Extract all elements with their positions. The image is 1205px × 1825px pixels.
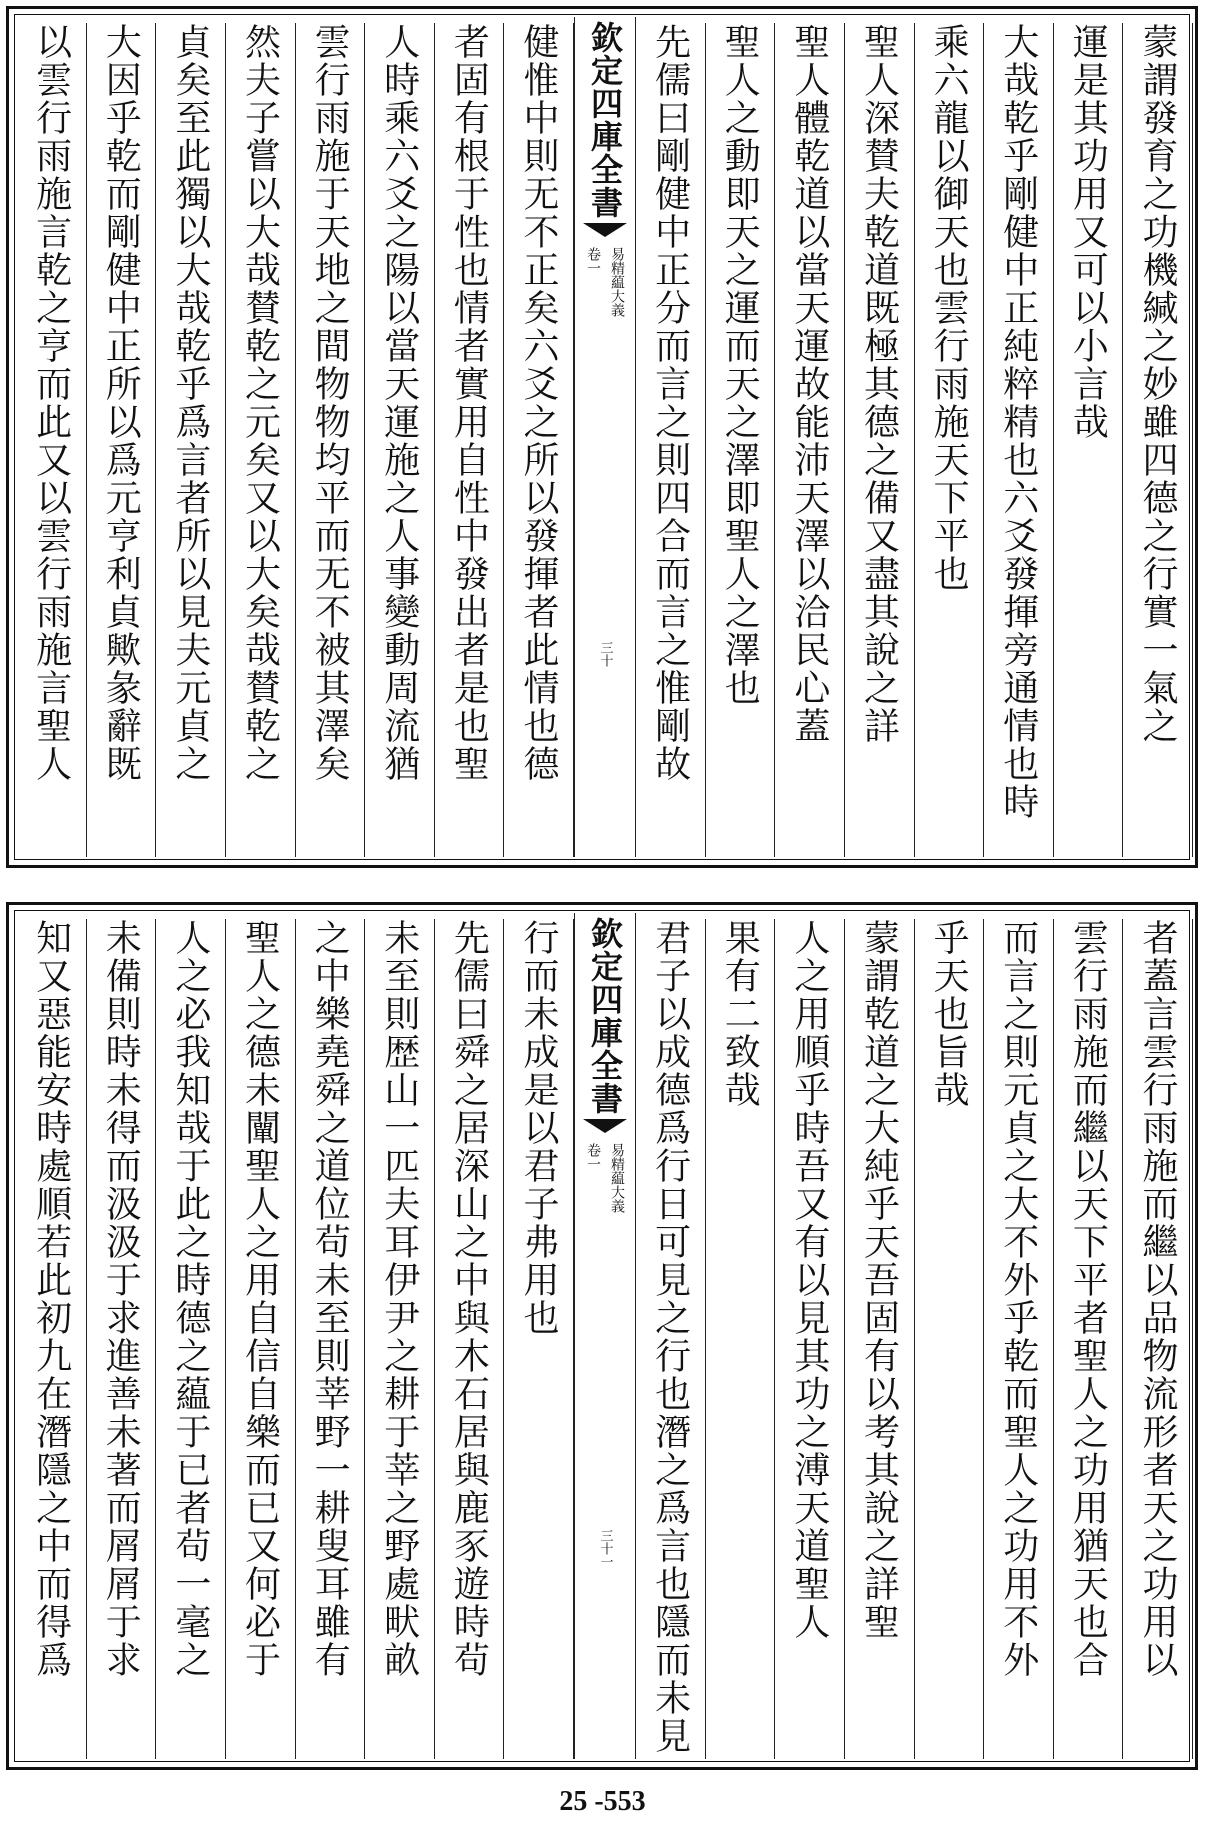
- spine-volume: 卷一: [585, 1143, 601, 1171]
- text-column: 人之用順乎時吾又有以見其功之溥天道聖人: [775, 919, 845, 1759]
- fish-tail-mark: [583, 1119, 627, 1133]
- text-column: 人時乘六爻之陽以當天運施之人事變動周流猶: [365, 23, 435, 857]
- page-footer-number: 25 -553: [559, 1786, 646, 1817]
- text-column: 未備則時未得而汲汲于求進善未著而屑屑于求: [87, 919, 157, 1759]
- spine-title: 欽定四庫全書: [586, 21, 624, 219]
- text-column: 之中樂堯舜之道位茍未至則莘野一耕叟耳雖有: [296, 919, 366, 1759]
- center-spine: [574, 17, 636, 857]
- text-column: 雲行雨施而繼以天下平者聖人之功用猶天也合: [1054, 919, 1124, 1759]
- spine-book-title: 易精藴大義: [609, 1143, 625, 1213]
- text-column: 運是其功用又可以小言哉: [1054, 23, 1124, 857]
- spine-page-number: 三十: [597, 641, 613, 668]
- text-column: 大哉乾乎剛健中正純粹精也六爻發揮旁通情也時: [984, 23, 1054, 857]
- text-column: 先儒曰剛健中正分而言之則四合而言之惟剛故: [636, 23, 706, 857]
- text-column: 聖人之動即天之運而天之澤即聖人之澤也: [706, 23, 776, 857]
- text-column: 者蓋言雲行雨施而繼以品物流形者天之功用以: [1123, 919, 1193, 1759]
- text-column: 大因乎乾而剛健中正所以爲元亨利貞歟彖辭既: [87, 23, 157, 857]
- text-column: 雲行雨施于天地之間物物均平而无不被其澤矣: [296, 23, 366, 857]
- text-column: 君子以成德爲行日可見之行也潛之爲言也隱而未見: [636, 919, 706, 1759]
- text-column: 蒙謂發育之功機緘之妙雖四德之行實一氣之: [1123, 23, 1193, 857]
- text-column: 者固有根于性也情者實用自性中發出者是也聖: [435, 23, 505, 857]
- text-column: 乎天也旨哉: [915, 919, 985, 1759]
- spine-book-title: 易精藴大義: [609, 247, 625, 317]
- text-column: 健惟中則无不正矣六爻之所以發揮者此情也德: [504, 23, 574, 857]
- text-column: 聖人之德未闡聖人之用自信自樂而已又何必于: [226, 919, 296, 1759]
- text-column: 而言之則元貞之大不外乎乾而聖人之功用不外: [984, 919, 1054, 1759]
- text-column: 行而未成是以君子弗用也: [504, 919, 574, 1759]
- text-column: 以雲行雨施言乾之亨而此又以雲行雨施言聖人: [17, 23, 87, 857]
- top-page-frame: [6, 6, 1198, 868]
- text-column: 人之必我知哉于此之時德之藴于已者茍一毫之: [156, 919, 226, 1759]
- spine-title: 欽定四庫全書: [586, 917, 624, 1115]
- fish-tail-mark: [583, 223, 627, 237]
- text-column: 先儒曰舜之居深山之中與木石居與鹿豕遊時茍: [435, 919, 505, 1759]
- text-column: 乘六龍以御天也雲行雨施天下平也: [915, 23, 985, 857]
- bottom-page-frame: [6, 902, 1198, 1770]
- text-column: 未至則歴山一匹夫耳伊尹之耕于莘之野處畎畝: [365, 919, 435, 1759]
- spine-volume: 卷一: [585, 247, 601, 275]
- text-column: 然夫子嘗以大哉賛乾之元矣又以大矣哉賛乾之: [226, 23, 296, 857]
- text-column: 果有二致哉: [706, 919, 776, 1759]
- text-column: 聖人深賛夫乾道既極其德之備又盡其說之詳: [845, 23, 915, 857]
- text-column: 貞矣至此獨以大哉乾乎爲言者所以見夫元貞之: [156, 23, 226, 857]
- center-spine: [574, 913, 636, 1759]
- text-column: 蒙謂乾道之大純乎天吾固有以考其說之詳聖: [845, 919, 915, 1759]
- text-column: 知又惡能安時處順若此初九在潛隱之中而得爲: [17, 919, 87, 1759]
- spine-page-number: 三十一: [597, 1529, 613, 1569]
- text-column: 聖人體乾道以當天運故能沛天澤以洽民心蓋: [775, 23, 845, 857]
